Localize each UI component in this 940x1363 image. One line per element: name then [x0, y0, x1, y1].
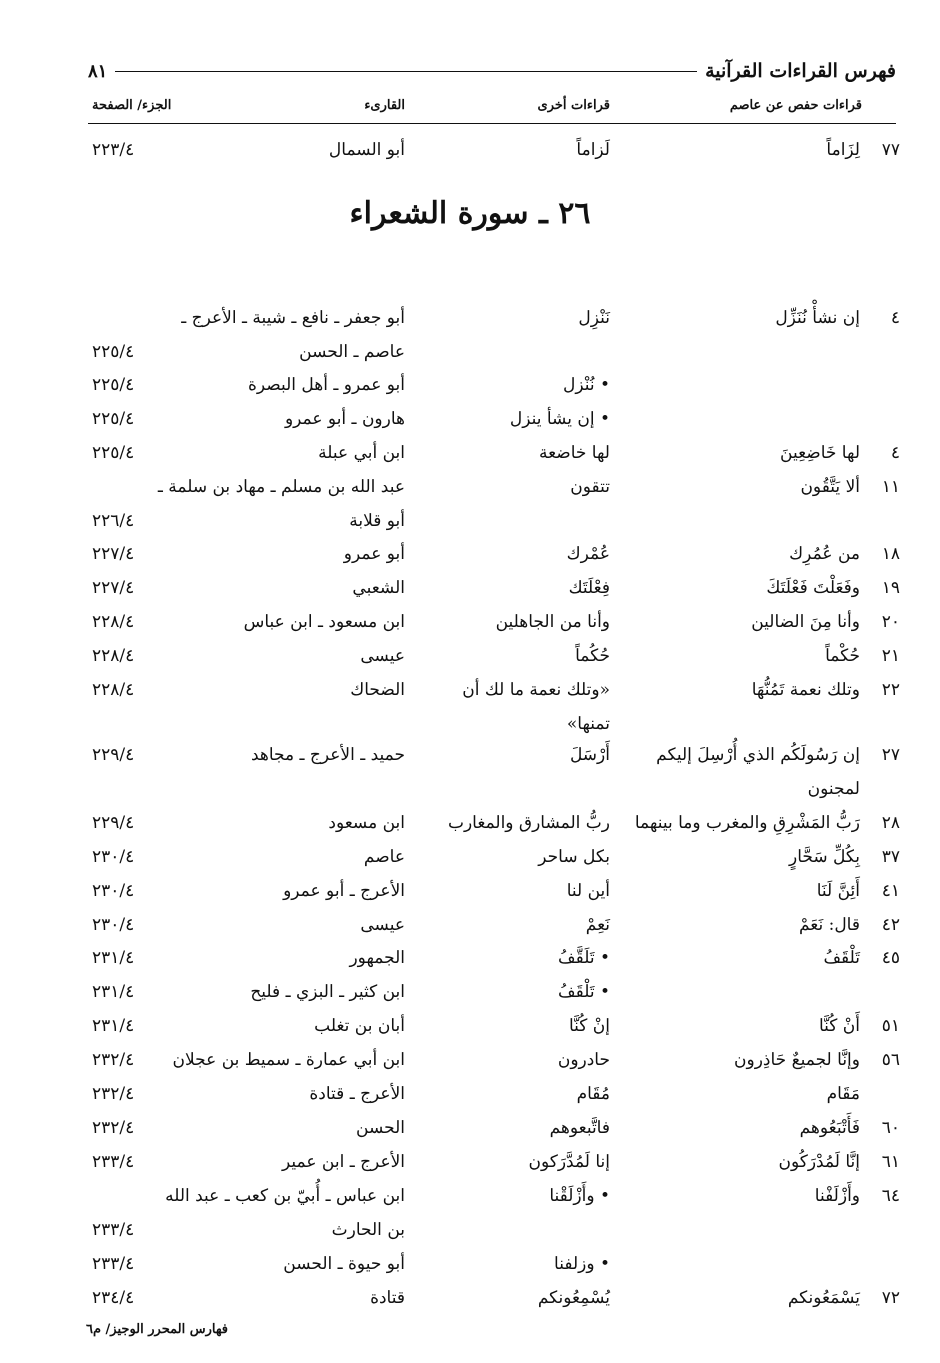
reader-name: ابن أبي عبلة: [318, 443, 405, 463]
verse-number: ٤: [890, 443, 900, 463]
hafs-reading: إنَّا لَمُدْرَكُون: [778, 1152, 860, 1172]
verse-number: ٤: [890, 308, 900, 328]
reader-name: عيسى: [360, 915, 405, 935]
volume-page-ref: ٢٣٢/٤: [92, 1118, 135, 1138]
other-reading: • وزلفنا: [554, 1254, 610, 1274]
reader-name: هارون ـ أبو عمرو: [284, 409, 405, 429]
volume-page-ref: ٢٢٥/٤: [92, 443, 135, 463]
volume-page-ref: ٢٢٣/٤: [92, 140, 135, 160]
other-reading: إنْ كُنَّا: [568, 1016, 610, 1036]
hafs-reading: وأنا مِنَ الضالين: [751, 612, 860, 632]
hafs-reading: إن رَسُولَكُم الذي أُرْسِلَ إليكم: [656, 745, 860, 765]
reader-name: الأعرج ـ قتادة: [309, 1084, 405, 1104]
other-reading: مُقَام: [576, 1084, 610, 1104]
hafs-reading: مَقَام: [826, 1084, 860, 1104]
volume-page-ref: ٢٢٧/٤: [92, 578, 135, 598]
reader-name: ابن أبي عمارة ـ سميط بن عجلان: [172, 1050, 405, 1070]
volume-page-ref: ٢٢٨/٤: [92, 680, 135, 700]
table-row: [0, 646, 940, 680]
other-reading: • إن يشأ ينزل: [509, 409, 610, 429]
hafs-reading: أَئِنَّ لَنَا: [816, 881, 860, 901]
reader-name: عيسى: [360, 646, 405, 666]
verse-number: ٢٢: [881, 680, 900, 700]
volume-page-ref: ٢٢٥/٤: [92, 375, 135, 395]
hafs-reading: وإنَّا لجميعٌ حَاذِرون: [734, 1050, 860, 1070]
verse-number: ١٨: [881, 544, 900, 564]
hafs-reading: حُكْماً: [825, 646, 860, 666]
other-reading: لها خاضعة: [538, 443, 610, 463]
table-row: [0, 745, 940, 779]
table-row: [0, 1254, 940, 1288]
volume-page-ref: ٢٢٩/٤: [92, 745, 135, 765]
verse-number: ٢١: [881, 646, 900, 666]
other-reading: • تَلَقَّفُ: [558, 948, 610, 968]
reader-name: بن الحارث: [331, 1220, 405, 1240]
running-header-title: فهرس القراءات القرآنية: [705, 60, 896, 82]
reader-name: ابن عباس ـ أُبيّ بن كعب ـ عبد الله: [165, 1186, 405, 1206]
volume-page-ref: ٢٣١/٤: [92, 1016, 135, 1036]
verse-number: ٤١: [881, 881, 900, 901]
verse-number: ٦١: [881, 1152, 900, 1172]
page-footer: فهارس المحرر الوجيز/ م٦: [86, 1322, 229, 1337]
volume-page-ref: ٢٣٠/٤: [92, 915, 135, 935]
hafs-reading: بِكُلِّ سَحَّارٍ: [788, 847, 860, 867]
reader-name: أبو قلابة: [349, 511, 405, 531]
verse-number: ٤٥: [881, 948, 900, 968]
table-row: [0, 544, 940, 578]
table-row: [0, 140, 940, 174]
volume-page-ref: ٢٢٥/٤: [92, 342, 135, 362]
table-row: [0, 881, 940, 915]
volume-page-ref: ٢٣١/٤: [92, 982, 135, 1002]
volume-page-ref: ٢٣٣/٤: [92, 1254, 135, 1274]
table-row: [0, 578, 940, 612]
hafs-reading: لِزَاماً: [826, 140, 860, 160]
verse-number: ٣٧: [881, 847, 900, 867]
reader-name: قتادة: [370, 1288, 405, 1308]
reader-name: أبان بن تغلب: [314, 1016, 405, 1036]
reader-name: أبو السمال: [328, 140, 405, 160]
reader-name: ابن كثير ـ البزي ـ فليح: [250, 982, 405, 1002]
hafs-reading: وتلك نعمة تَمُنُّهَا: [751, 680, 860, 700]
volume-page-ref: ٢٣٢/٤: [92, 1050, 135, 1070]
other-reading: أين لنا: [566, 881, 610, 901]
table-row: [0, 1152, 940, 1186]
other-reading: حادرون: [557, 1050, 610, 1070]
reader-name: عبد الله بن مسلم ـ مهاد بن سلمة ـ: [157, 477, 405, 497]
other-reading: يُسْمِعُونكم: [537, 1288, 610, 1308]
volume-page-ref: ٢٢٩/٤: [92, 813, 135, 833]
hafs-reading: إن نشأْ نُنَزِّل: [775, 308, 860, 328]
verse-number: ١١: [881, 477, 900, 497]
verse-number: ٥٦: [881, 1050, 900, 1070]
verse-number: ٦٤: [881, 1186, 900, 1206]
reader-name: الأعرج ـ ابن عمير: [282, 1152, 405, 1172]
table-row: [0, 1186, 940, 1220]
verse-number: ٢٨: [881, 813, 900, 833]
volume-page-ref: ٢٢٧/٤: [92, 544, 135, 564]
other-reading: تتقون: [570, 477, 610, 497]
other-reading: نَعِمْ: [585, 915, 610, 935]
reader-name: الحسن: [356, 1118, 405, 1138]
volume-page-ref: ٢٢٥/٤: [92, 409, 135, 429]
table-row: [0, 308, 940, 342]
hafs-reading: قال: نَعَمْ: [798, 915, 860, 935]
other-reading: عُمْرك: [566, 544, 610, 564]
volume-page-ref: ٢٣١/٤: [92, 948, 135, 968]
volume-page-ref: ٢٣٣/٤: [92, 1220, 135, 1240]
reader-name: ابن مسعود: [328, 813, 405, 833]
hafs-reading: رَبُّ المَشْرِقِ والمغرب وما بينهما: [634, 813, 860, 833]
hafs-reading: لمجنون: [807, 779, 860, 799]
table-row: [0, 511, 940, 545]
table-row: [0, 982, 940, 1016]
verse-number: ٧٧: [881, 140, 900, 160]
verse-number: ١٩: [881, 578, 900, 598]
hafs-reading: لها خَاضِعِينَ: [780, 443, 860, 463]
hafs-reading: فَأَتْبَعُوهم: [799, 1118, 860, 1138]
other-reading: بكل ساحر: [538, 847, 610, 867]
column-header-ref: الجزء/ الصفحة: [92, 98, 172, 113]
volume-page-ref: ٢٣٤/٤: [92, 1288, 135, 1308]
other-reading: • تَلْقَفُ: [558, 982, 610, 1002]
reader-name: الأعرج ـ أبو عمرو: [283, 881, 405, 901]
verse-number: ٧٢: [881, 1288, 900, 1308]
verse-number: ٥١: [881, 1016, 900, 1036]
table-row: [0, 443, 940, 477]
other-reading: • وأَزْلَقْنا: [549, 1186, 610, 1206]
other-reading: فِعْلَتَك: [568, 578, 610, 598]
table-row: [0, 612, 940, 646]
hafs-reading: وأَزْلَفْنا: [814, 1186, 860, 1206]
hafs-reading: ألا يَتَّقُون: [800, 477, 860, 497]
reader-name: حميد ـ الأعرج ـ مجاهد: [250, 745, 405, 765]
surah-title: ٢٦ ـ سورة الشعراء: [349, 196, 591, 231]
reader-name: أبو عمرو ـ أهل البصرة: [247, 375, 405, 395]
reader-name: أبو جعفر ـ نافع ـ شيبة ـ الأعرج ـ: [181, 308, 405, 328]
table-row: [0, 813, 940, 847]
other-reading: تمنها»: [566, 714, 610, 734]
other-reading: «وتلك نعمة ما لك أن: [462, 680, 610, 700]
other-reading: إنا لَمُدَّرَكون: [528, 1152, 610, 1172]
reader-name: أبو عمرو: [343, 544, 405, 564]
reader-name: ابن مسعود ـ ابن عباس: [243, 612, 405, 632]
table-row: [0, 847, 940, 881]
volume-page-ref: ٢٢٨/٤: [92, 612, 135, 632]
table-row: [0, 342, 940, 376]
reader-name: الشعبي: [352, 578, 405, 598]
other-reading: فاتَّبعوهم: [549, 1118, 610, 1138]
table-row: [0, 1288, 940, 1322]
other-reading: • نُنْزل: [562, 375, 610, 395]
other-reading: أَرْسَلَ: [569, 745, 610, 765]
volume-page-ref: ٢٢٦/٤: [92, 511, 135, 531]
verse-number: ٤٢: [881, 915, 900, 935]
hafs-reading: وفَعَلْتَ فَعْلَتَكَ: [766, 578, 860, 598]
hafs-reading: تَلْقَفُ: [823, 948, 860, 968]
table-row: [0, 409, 940, 443]
table-row: [0, 1050, 940, 1084]
column-header-other: قراءات أخرى: [537, 98, 610, 113]
volume-page-ref: ٢٢٨/٤: [92, 646, 135, 666]
page-number: ٨١: [88, 60, 108, 82]
other-reading: لَزاماً: [576, 140, 610, 160]
other-reading: وأنا من الجاهلين: [495, 612, 610, 632]
volume-page-ref: ٢٣٣/٤: [92, 1152, 135, 1172]
hafs-reading: من عُمُرِك: [789, 544, 860, 564]
verse-number: ٢٠: [881, 612, 900, 632]
hafs-reading: أَنْ كُنَّا: [818, 1016, 860, 1036]
verse-number: ٢٧: [881, 745, 900, 765]
column-header-reader: القارىء: [364, 98, 405, 113]
verse-number: ٦٠: [881, 1118, 900, 1138]
table-row: [0, 1016, 940, 1050]
reader-name: الجمهور: [349, 948, 405, 968]
table-row: [0, 779, 940, 813]
table-row: [0, 477, 940, 511]
table-row: [0, 1118, 940, 1152]
reader-name: عاصم ـ الحسن: [299, 342, 405, 362]
other-reading: ربُّ المشارق والمغارب: [447, 813, 610, 833]
volume-page-ref: ٢٣٠/٤: [92, 881, 135, 901]
table-row: [0, 375, 940, 409]
table-row: [0, 948, 940, 982]
reader-name: أبو حيوة ـ الحسن: [283, 1254, 405, 1274]
hafs-reading: يَسْمَعُونكم: [787, 1288, 860, 1308]
reader-name: الضحاك: [350, 680, 405, 700]
volume-page-ref: ٢٣٠/٤: [92, 847, 135, 867]
column-header-hafs: قراءات حفص عن عاصم: [729, 98, 862, 113]
table-row: [0, 915, 940, 949]
table-row: [0, 1084, 940, 1118]
table-row: [0, 680, 940, 714]
volume-page-ref: ٢٣٢/٤: [92, 1084, 135, 1104]
table-row: [0, 1220, 940, 1254]
reader-name: عاصم: [363, 847, 405, 867]
table-row: [0, 714, 940, 748]
other-reading: حُكُماً: [575, 646, 610, 666]
other-reading: نَنْزِل: [578, 308, 610, 328]
